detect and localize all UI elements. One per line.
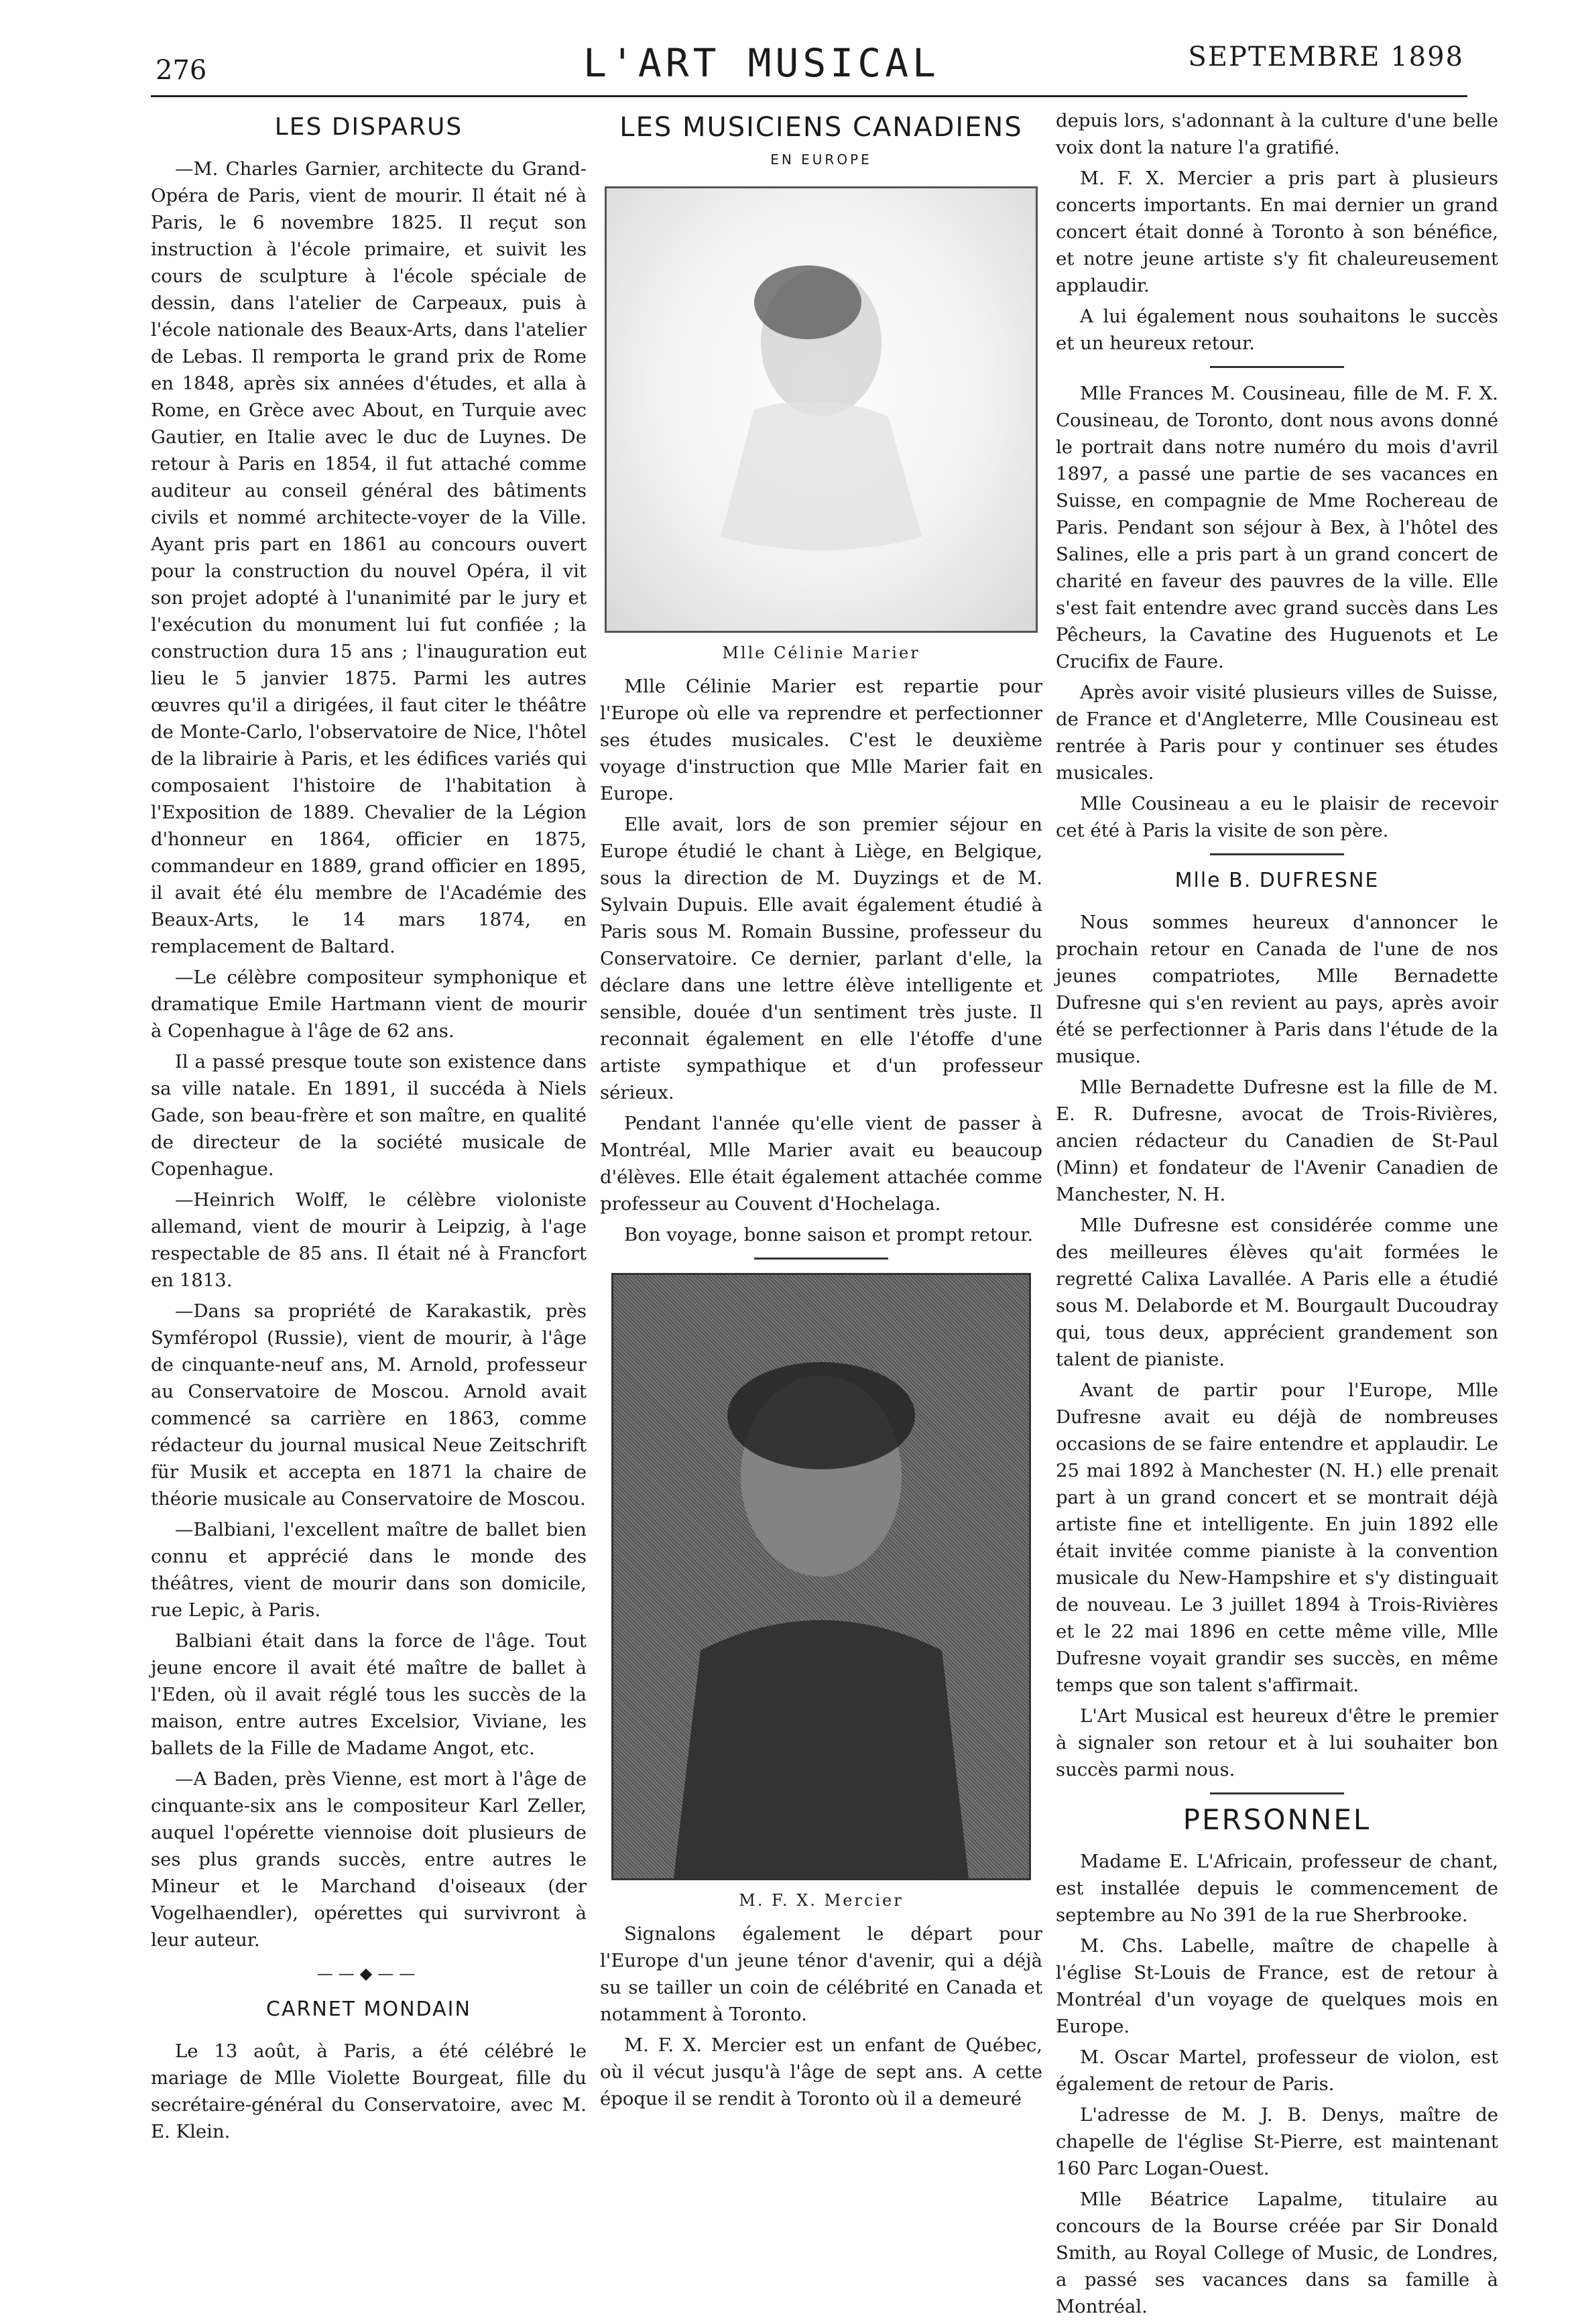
paragraph: Avant de partir pour l'Europe, Mlle Dufresne avait eu déjà de nombreuses occasions de se faire entendre et applaudir. Le 25 mai 1892 à Manchester (N. H.) elle prenait part à un grand concert et se montrait déjà artiste fine et intelligente. En juin 1892 elle était invitée comme pianiste à la convention musicale du New-Hampshire et s'y distinguait de nouveau. Le 3 juillet 1894 à Trois-Rivières et le 22 mai 1896 en cette même ville, Mlle Dufresne voyait grandir ses succès, en même temps que son talent s'affirmait. [1056, 1380, 1498, 1696]
divider-rule [1210, 853, 1344, 855]
issue-date: SEPTEMBRE 1898 [1188, 42, 1464, 72]
section-title-dufresne: Mlle B. DUFRESNE [1174, 869, 1380, 892]
section-title-disparus: LES DISPARUS [274, 113, 463, 141]
paragraph: L'Art Musical est heureux d'être le premier à signaler son retour et à lui souhaiter bon succès parmi nous. [1056, 1705, 1498, 1780]
section-title-carnet: CARNET MONDAIN [266, 1998, 471, 2021]
paragraph: depuis lors, s'adonnant à la culture d'une belle voix dont la nature l'a gratifié. [1056, 110, 1498, 158]
divider-rule [1210, 366, 1344, 368]
paragraph: M. Oscar Martel, professeur de violon, est également de retour de Paris. [1056, 2046, 1498, 2095]
paragraph: Pendant l'année qu'elle vient de passer à Montréal, Mlle Marier avait eu beaucoup d'élèves. Elle était également attachée comme professeur au Couvent d'Hochelaga. [600, 1113, 1042, 1215]
column-middle [600, 107, 1042, 2116]
section-title-musiciens: LES MUSICIENS CANADIENS [619, 112, 1023, 143]
header-rule [151, 95, 1467, 97]
paragraph: —Dans sa propriété de Karakastik, près Symféropol (Russie), vient de mourir, à l'âge de cinquante-neuf ans, M. Arnold, professeur au Conservatoire de Moscou. Arnold avait commencé sa carrière en 1863, comme rédacteur du journal musical Neue Zeitschrift für Musik et accepta en 1871 la chaire de théorie musicale au Conservatoire de Moscou. [151, 1300, 587, 1510]
paragraph: Mlle Dufresne est considérée comme une des meilleures élèves qu'ait formées le regretté Calixa Lavallée. A Paris elle a étudié sous M. Delaborde et M. Bourgault Ducoudray qui, tous deux, apprécient grandement son talent de pianiste. [1056, 1215, 1498, 1370]
paragraph: —Heinrich Wolff, le célèbre violoniste allemand, vient de mourir à Leipzig, à l'age respectable de 85 ans. Il était né à Francfort en 1813. [151, 1189, 587, 1291]
paragraph: —A Baden, près Vienne, est mort à l'âge de cinquante-six ans le compositeur Karl Zeller, auquel l'opérette viennoise doit plusieurs de ses plus grands succès, entre autres le Mineur et le Marchand d'oiseaux (der Vogelhaendler), opérettes qui survivront à leur auteur. [151, 1768, 587, 1951]
column-right [1056, 107, 1498, 2324]
photo-caption-marier: Mlle Célinie Marier [722, 644, 920, 662]
paragraph: —Le célèbre compositeur symphonique et dramatique Emile Hartmann vient de mourir à Copenhague à l'âge de 62 ans. [151, 967, 587, 1042]
paragraph: Nous sommes heureux d'annoncer le prochain retour en Canada de l'une de nos jeunes compatriotes, Mlle Bernadette Dufresne qui s'en revient au pays, après avoir été se perfectionner à Paris dans l'étude de la musique. [1056, 912, 1498, 1067]
paragraph: Mlle Frances M. Cousineau, fille de M. F. X. Cousineau, de Toronto, dont nous avons donné le portrait dans notre numéro du mois d'avril 1897, a passé une partie de ses vacances en Suisse, en compagnie de Mme Rochereau de Paris. Pendant son séjour à Bex, à l'hôtel des Salines, elle a pris part à un grand concert de charité en faveur des pauvres de la ville. Elle s'est fait entendre avec grand succès dans Les Pêcheurs, la Cavatine des Huguenots et Le Crucifix de Faure. [1056, 383, 1498, 672]
paragraph: Madame E. L'Africain, professeur de chant, est installée depuis le commencement de septembre au No 391 de la rue Sherbrooke. [1056, 1851, 1498, 1926]
paragraph: —M. Charles Garnier, architecte du Grand-Opéra de Paris, vient de mourir. Il était né à Paris, le 6 novembre 1825. Il reçut son instruction à l'école primaire, et suivit les cours de sculpture à l'école spéciale de dessin, dans l'atelier de Carpeaux, puis à l'école nationale des Beaux-Arts, dans l'atelier de Lebas. Il remporta le grand prix de Rome en 1848, après six années d'études, et alla à Rome, en Grèce avec About, en Turquie avec Gautier, en Italie avec le duc de Luynes. De retour à Paris en 1854, il fut attaché comme auditeur au conseil général des bâtiments civils et nommé architecte-voyer de la Ville. Ayant pris part en 1861 au concours ouvert pour la construction du nouvel Opéra, il vit son projet adopté à l'unanimité par le jury et l'exécution du monument lui fut confiée ; la construction dura 15 ans ; l'inauguration eut lieu le 5 janvier 1875. Parmi les autres œuvres qu'il a dirigées, il faut citer le théâtre de Monte-Carlo, l'observatoire de Nice, l'hôtel de la librairie à Paris, et les édifices variés qui composaient l'histoire de l'habitation à l'Exposition de 1889. Chevalier de la Légion d'honneur en 1864, officier en 1875, commandeur en 1889, grand officier en 1895, il avait été élu membre de l'Académie des Beaux-Arts, le 14 mars 1874, en remplacement de Baltard. [151, 158, 587, 957]
paragraph: Signalons également le départ pour l'Europe d'un jeune ténor d'avenir, qui a déjà su se tailler un coin de célébrité en Canada et notamment à Toronto. [600, 1923, 1042, 2025]
paragraph: Mlle Bernadette Dufresne est la fille de M. E. R. Dufresne, avocat de Trois-Rivières, ancien rédacteur du Canadien de St-Paul (Minn) et fondateur de l'Avenir Canadien de Manchester, N. H. [1056, 1077, 1498, 1205]
paragraph: Mlle Célinie Marier est repartie pour l'Europe où elle va reprendre et perfectionner ses études musicales. C'est le deuxième voyage d'instruction que Mlle Marier fait en Europe. [600, 676, 1042, 804]
paragraph: Après avoir visité plusieurs villes de Suisse, de France et d'Angleterre, Mlle Cousineau est rentrée à Paris pour y continuer ses études musicales. [1056, 682, 1498, 784]
portrait-engraving [613, 1275, 1029, 1878]
portrait-sketch [607, 188, 1036, 631]
paragraph: A lui également nous souhaitons le succès et un heureux retour. [1056, 306, 1498, 354]
column-left [151, 107, 587, 2149]
paragraph: —Balbiani, l'excellent maître de ballet bien connu et apprécié dans le monde des théâtres, vient de mourir dans son domicile, rue Lepic, à Paris. [151, 1519, 587, 1621]
paragraph: Mlle Béatrice Lapalme, titulaire au concours de la Bourse créée par Sir Donald Smith, au Royal College of Music, de Londres, a passé ses vacances dans sa famille à Montréal. [1056, 2189, 1498, 2317]
paragraph: M. F. X. Mercier est un enfant de Québec, où il vécut jusqu'à l'âge de sept ans. A cette époque il se rendit à Toronto où il a demeuré [600, 2034, 1042, 2109]
paragraph: M. F. X. Mercier a pris part à plusieurs concerts importants. En mai dernier un grand concert était donné à Toronto à son bénéfice, et notre jeune artiste s'y fit chaleureusement applaudir. [1056, 168, 1498, 296]
ornament-divider: ——◆—— [316, 1964, 421, 1983]
portrait-photo-mercier [611, 1273, 1031, 1880]
masthead-title: L'ART MUSICAL [583, 40, 940, 86]
paragraph: Mlle Cousineau a eu le plaisir de recevoir cet été à Paris la visite de son père. [1056, 793, 1498, 841]
section-subtitle: EN EUROPE [770, 151, 872, 168]
paragraph: Le 13 août, à Paris, a été célébré le mariage de Mlle Violette Bourgeat, fille du secrétaire-général du Conservatoire, avec M. E. Klein. [151, 2040, 587, 2142]
portrait-photo-marier [605, 186, 1038, 633]
section-title-personnel: PERSONNEL [1182, 1803, 1372, 1836]
paragraph: L'adresse de M. J. B. Denys, maître de chapelle de l'église St-Pierre, est maintenant 160 Parc Logan-Ouest. [1056, 2104, 1498, 2179]
divider-rule [1210, 1792, 1344, 1794]
paragraph: Bon voyage, bonne saison et prompt retour. [624, 1224, 1034, 1245]
paragraph: Il a passé presque toute son existence dans sa ville natale. En 1891, il succéda à Niels Gade, son beau-frère et son maître, en qualité de directeur de la société musicale de Copenhague. [151, 1051, 587, 1180]
divider-rule [754, 1258, 888, 1260]
photo-caption-mercier: M. F. X. Mercier [739, 1891, 904, 1910]
paragraph: M. Chs. Labelle, maître de chapelle à l'église St-Louis de France, est de retour à Montréal d'un voyage de quelques mois en Europe. [1056, 1935, 1498, 2037]
page-number: 276 [156, 55, 207, 86]
paragraph: Balbiani était dans la force de l'âge. Tout jeune encore il avait été maître de ballet à l'Eden, où il avait réglé tous les succès de la maison, entre autres Excelsior, Viviane, les ballets de la Fille de Madame Angot, etc. [151, 1630, 587, 1759]
paragraph: Elle avait, lors de son premier séjour en Europe étudié le chant à Liège, en Belgique, sous la direction de M. Duyzings et de M. Sylvain Dupuis. Elle avait également étudié à Paris sous M. Romain Bussine, professeur du Conservatoire. Ce dernier, parlant d'elle, la déclare dans une lettre élève intelligente et sensible, douée d'un sentiment très juste. Il reconnait également en elle l'étoffe d'une artiste sympathique et d'un professeur sérieux. [600, 814, 1042, 1103]
